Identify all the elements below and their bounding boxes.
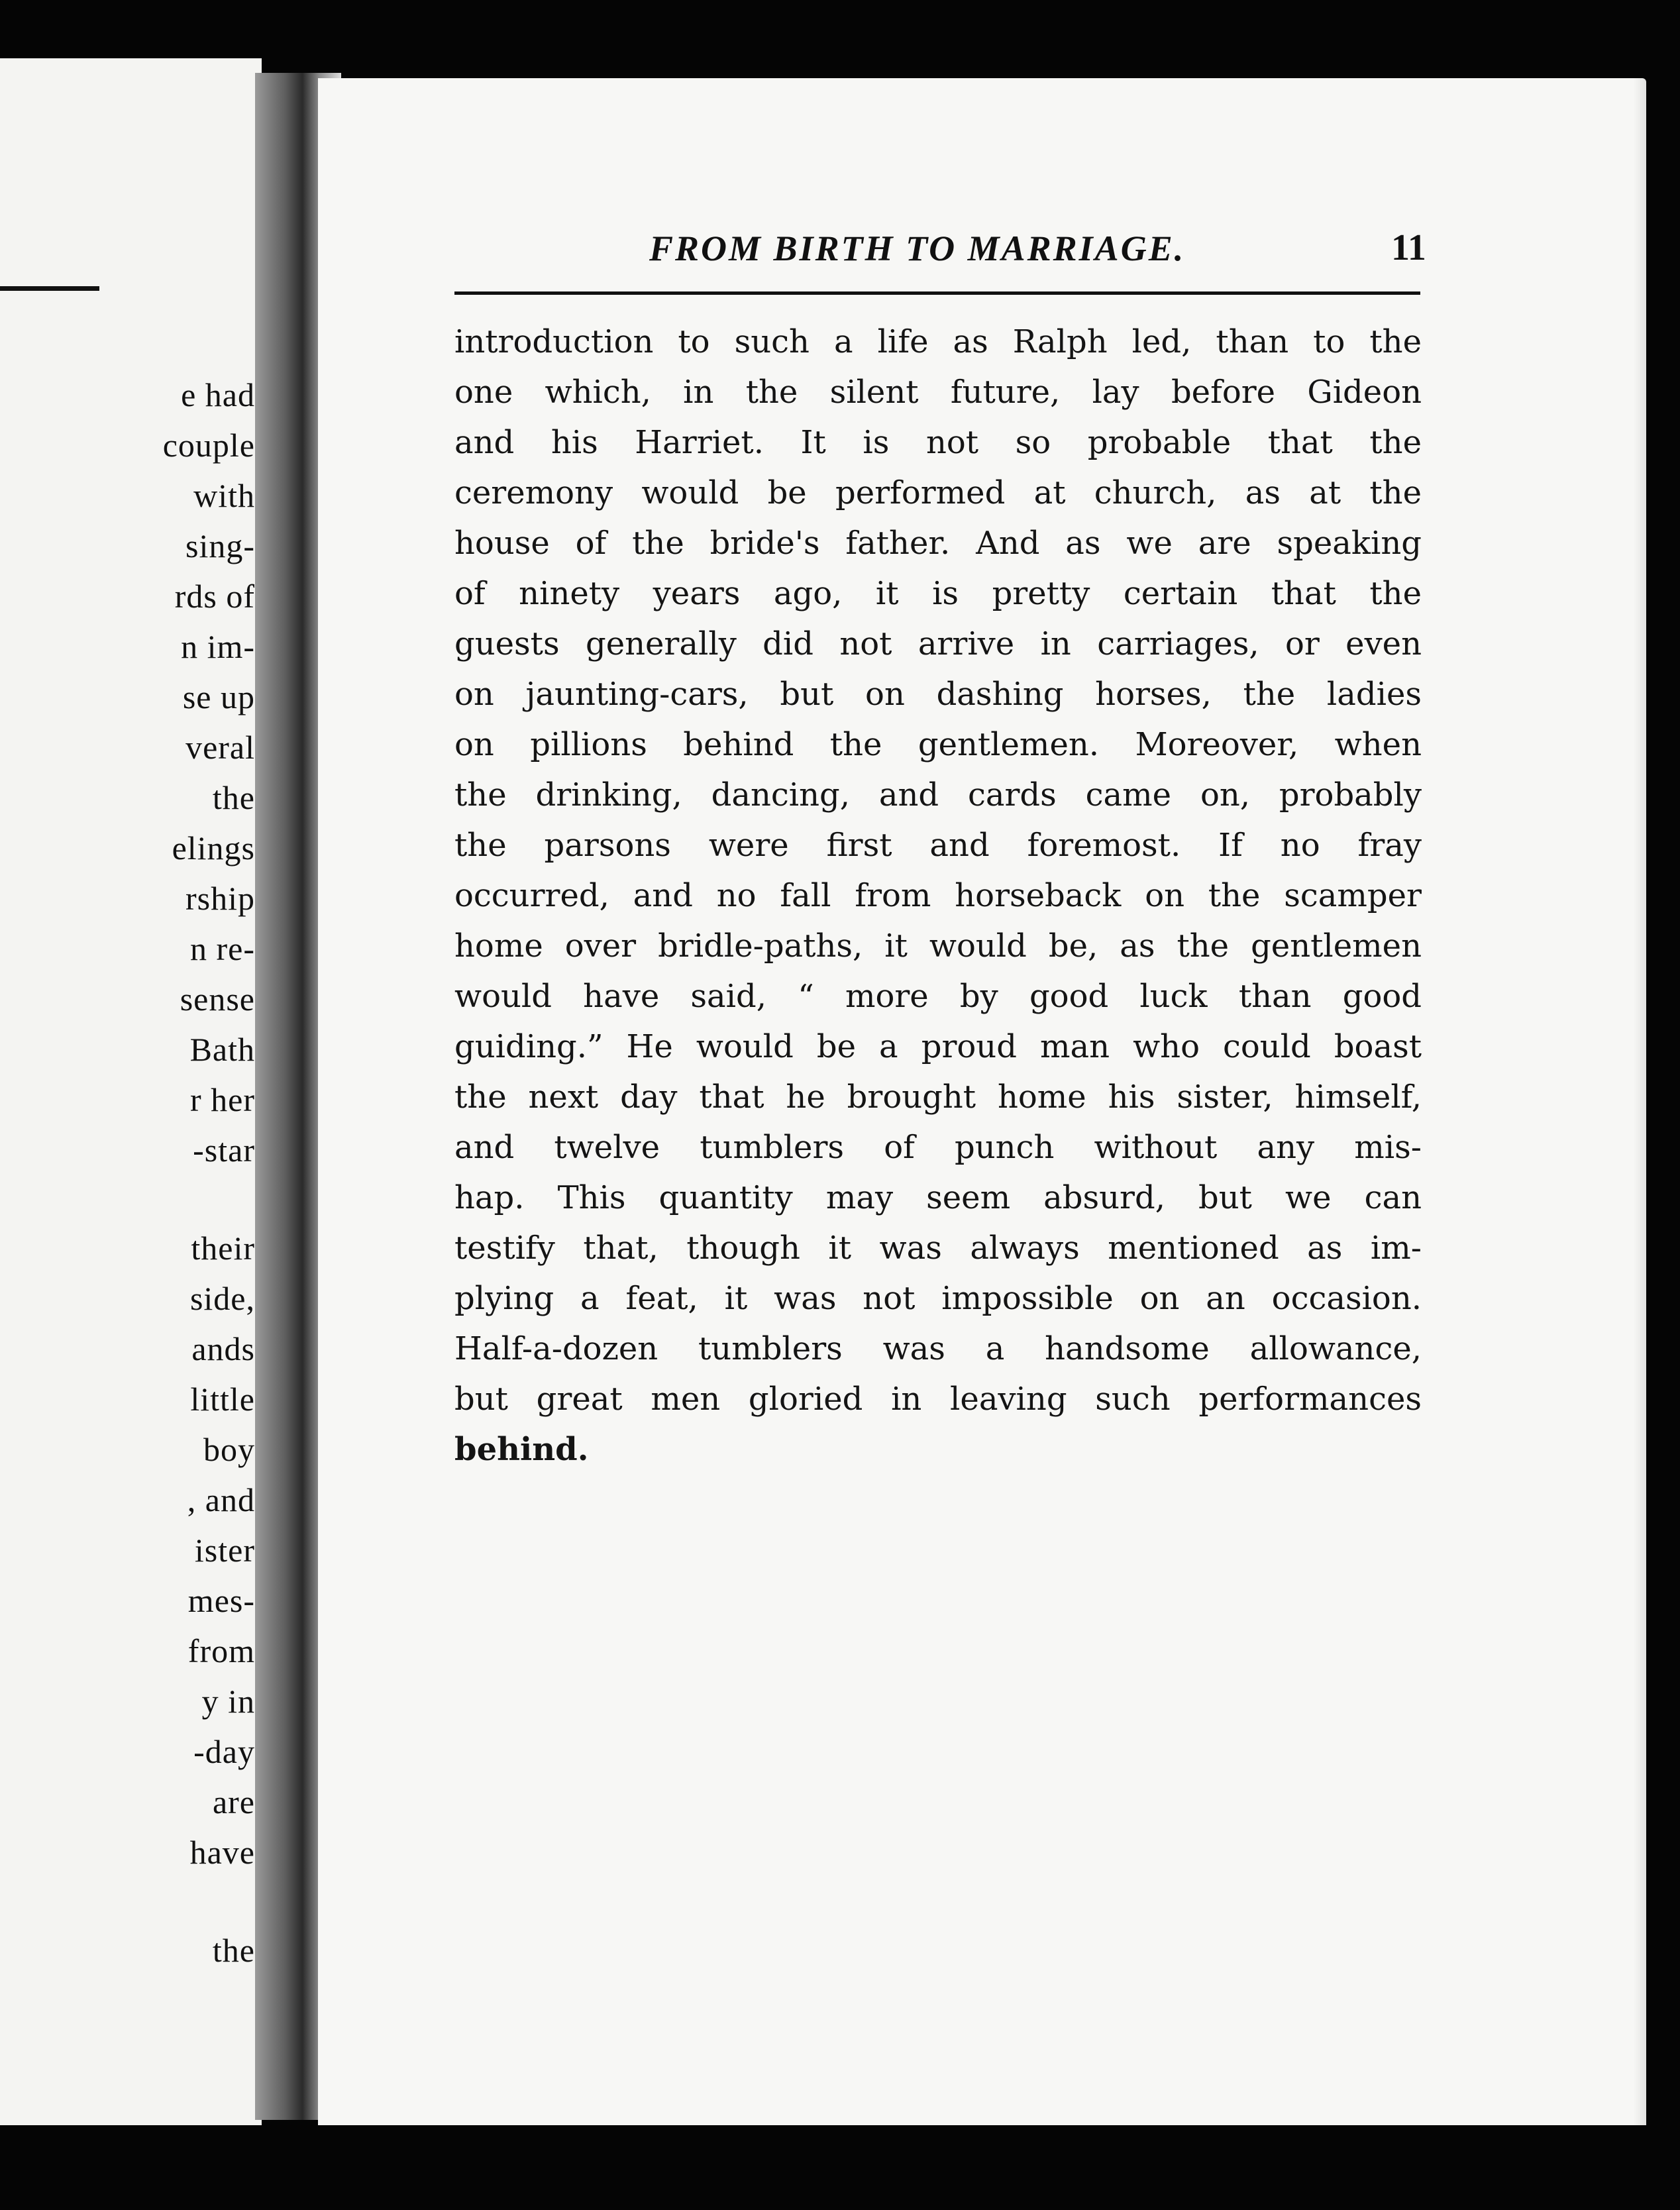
text-line: plying a feat, it was not impossible on an occasion. <box>454 1280 1422 1317</box>
page-number: 11 <box>1391 227 1426 268</box>
text-line: ceremony would be performed at church, as at the <box>454 474 1422 511</box>
page-11 <box>318 78 1646 2125</box>
facing-line: n im- <box>181 628 255 665</box>
facing-line: couple <box>162 427 255 464</box>
text-line: introduction to such a life as Ralph led, than to the <box>454 323 1422 360</box>
facing-line: from <box>187 1632 255 1669</box>
facing-line: -day <box>193 1733 255 1770</box>
facing-line: little <box>190 1381 255 1418</box>
text-line: testify that, though it was always mentioned as im- <box>454 1230 1422 1267</box>
facing-line: rds of <box>174 578 255 615</box>
facing-line: side, <box>189 1280 255 1317</box>
body-text <box>454 317 1422 1475</box>
text-line: hap. This quantity may seem absurd, but we can <box>454 1179 1422 1216</box>
text-line: one which, in the silent future, lay before Gideon <box>454 374 1422 411</box>
facing-line: the <box>212 1932 255 1969</box>
text-line: guiding.” He would be a proud man who could boast <box>454 1028 1422 1065</box>
facing-line: y in <box>201 1683 255 1720</box>
facing-line: their <box>191 1230 255 1267</box>
text-line: and his Harriet. It is not so probable that the <box>454 424 1422 461</box>
text-line: Half-a-dozen tumblers was a handsome allowance, <box>454 1330 1422 1367</box>
facing-line: ister <box>194 1532 255 1569</box>
text-line: behind. <box>454 1431 589 1468</box>
facing-line: , and <box>187 1481 255 1518</box>
text-line: guests generally did not arrive in carriages, or even <box>454 625 1422 662</box>
facing-line: veral <box>185 729 255 766</box>
facing-line: have <box>189 1834 255 1871</box>
facing-line: are <box>212 1783 255 1820</box>
page-edge-shadow <box>1633 78 1646 2125</box>
text-line: on pillions behind the gentlemen. Moreover, when <box>454 726 1422 763</box>
text-line: occurred, and no fall from horseback on the scamper <box>454 877 1422 914</box>
text-line: the next day that he brought home his sister, himself, <box>454 1079 1422 1116</box>
facing-line: mes- <box>187 1582 255 1619</box>
facing-line: elings <box>172 829 255 867</box>
facing-page-text <box>56 370 255 1975</box>
facing-line: with <box>193 477 255 514</box>
facing-line: Bath <box>189 1031 255 1068</box>
facing-line: boy <box>203 1431 255 1468</box>
facing-page <box>0 58 262 2125</box>
text-line: the drinking, dancing, and cards came on, probably <box>454 776 1422 814</box>
facing-line: n re- <box>190 930 255 967</box>
facing-line: se up <box>182 678 255 715</box>
facing-line: -star <box>193 1131 255 1169</box>
text-line: home over bridle-paths, it would be, as the gentlemen <box>454 927 1422 965</box>
facing-line: the <box>212 779 255 816</box>
running-head-title: FROM BIRTH TO MARRIAGE. <box>649 229 1186 268</box>
text-line: of ninety years ago, it is pretty certain that the <box>454 575 1422 612</box>
header-rule <box>454 291 1420 295</box>
facing-line: r her <box>190 1081 255 1118</box>
text-line: would have said, “ more by good luck than good <box>454 978 1422 1015</box>
facing-line: rship <box>185 880 255 917</box>
facing-page-rule <box>0 286 99 291</box>
facing-line: sense <box>180 980 255 1018</box>
text-line: the parsons were first and foremost. If no fray <box>454 827 1422 864</box>
text-line: but great men gloried in leaving such performances <box>454 1381 1422 1418</box>
text-line: on jaunting-cars, but on dashing horses, the ladies <box>454 676 1422 713</box>
facing-line: e had <box>181 376 255 413</box>
facing-line: ands <box>191 1330 255 1367</box>
text-line: house of the bride's father. And as we are speaking <box>454 525 1422 562</box>
text-line: and twelve tumblers of punch without any mis- <box>454 1129 1422 1166</box>
facing-line: sing- <box>185 527 255 564</box>
